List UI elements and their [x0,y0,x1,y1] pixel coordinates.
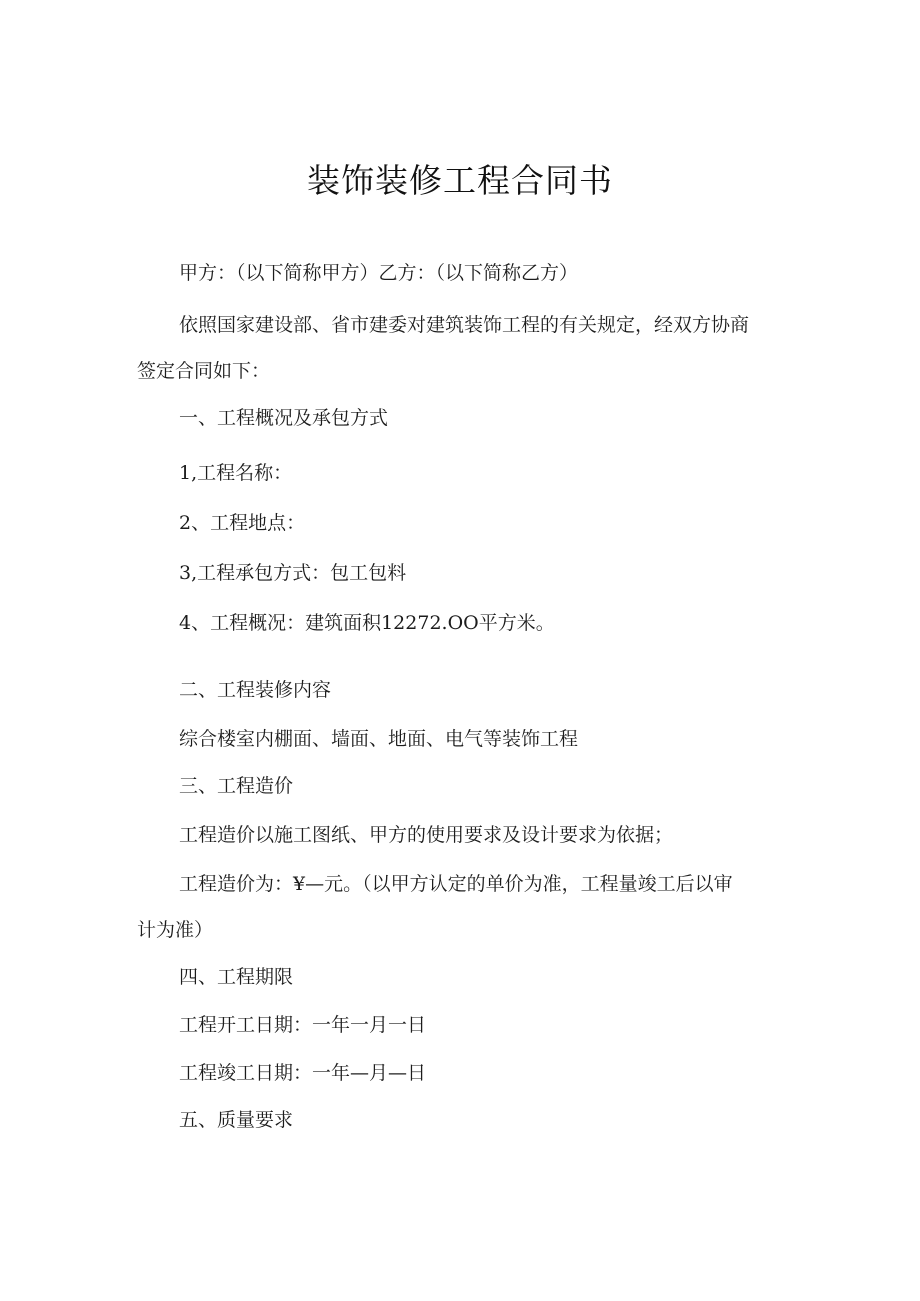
cost-amount-line-2: 计为准） [137,919,214,941]
contract-mode-item: 3,工程承包方式：包工包料 [179,562,407,584]
start-date-line: 工程开工日期：一年一月一日 [179,1014,427,1036]
project-name-item: 1,工程名称： [179,462,293,484]
parties-line: 甲方：（以下简称甲方）乙方：（以下简称乙方） [179,262,579,284]
section-heading-2: 二、工程装修内容 [179,679,332,701]
section-heading-3: 三、工程造价 [179,775,294,797]
section-heading-1: 一、工程概况及承包方式 [179,407,389,429]
project-location-item: 2、工程地点： [179,512,306,534]
basis-paragraph-line-2: 签定合同如下： [137,360,271,382]
cost-amount-line-1: 工程造价为：¥—元。（以甲方认定的单价为准，工程量竣工后以审 [179,873,733,895]
basis-paragraph-line-1: 依照国家建设部、省市建委对建筑装饰工程的有关规定，经双方协商 [179,314,750,336]
section-heading-5: 五、质量要求 [179,1109,294,1131]
section-heading-4: 四、工程期限 [179,966,294,988]
project-overview-item: 4、工程概况：建筑面积12272.OO平方米。 [179,612,555,634]
decoration-scope-text: 综合楼室内棚面、墙面、地面、电气等装饰工程 [179,728,579,750]
cost-basis-text: 工程造价以施工图纸、甲方的使用要求及设计要求为依据； [179,824,674,846]
completion-date-line: 工程竣工日期：一年—月—日 [179,1062,427,1084]
document-title: 装饰装修工程合同书 [307,161,613,200]
